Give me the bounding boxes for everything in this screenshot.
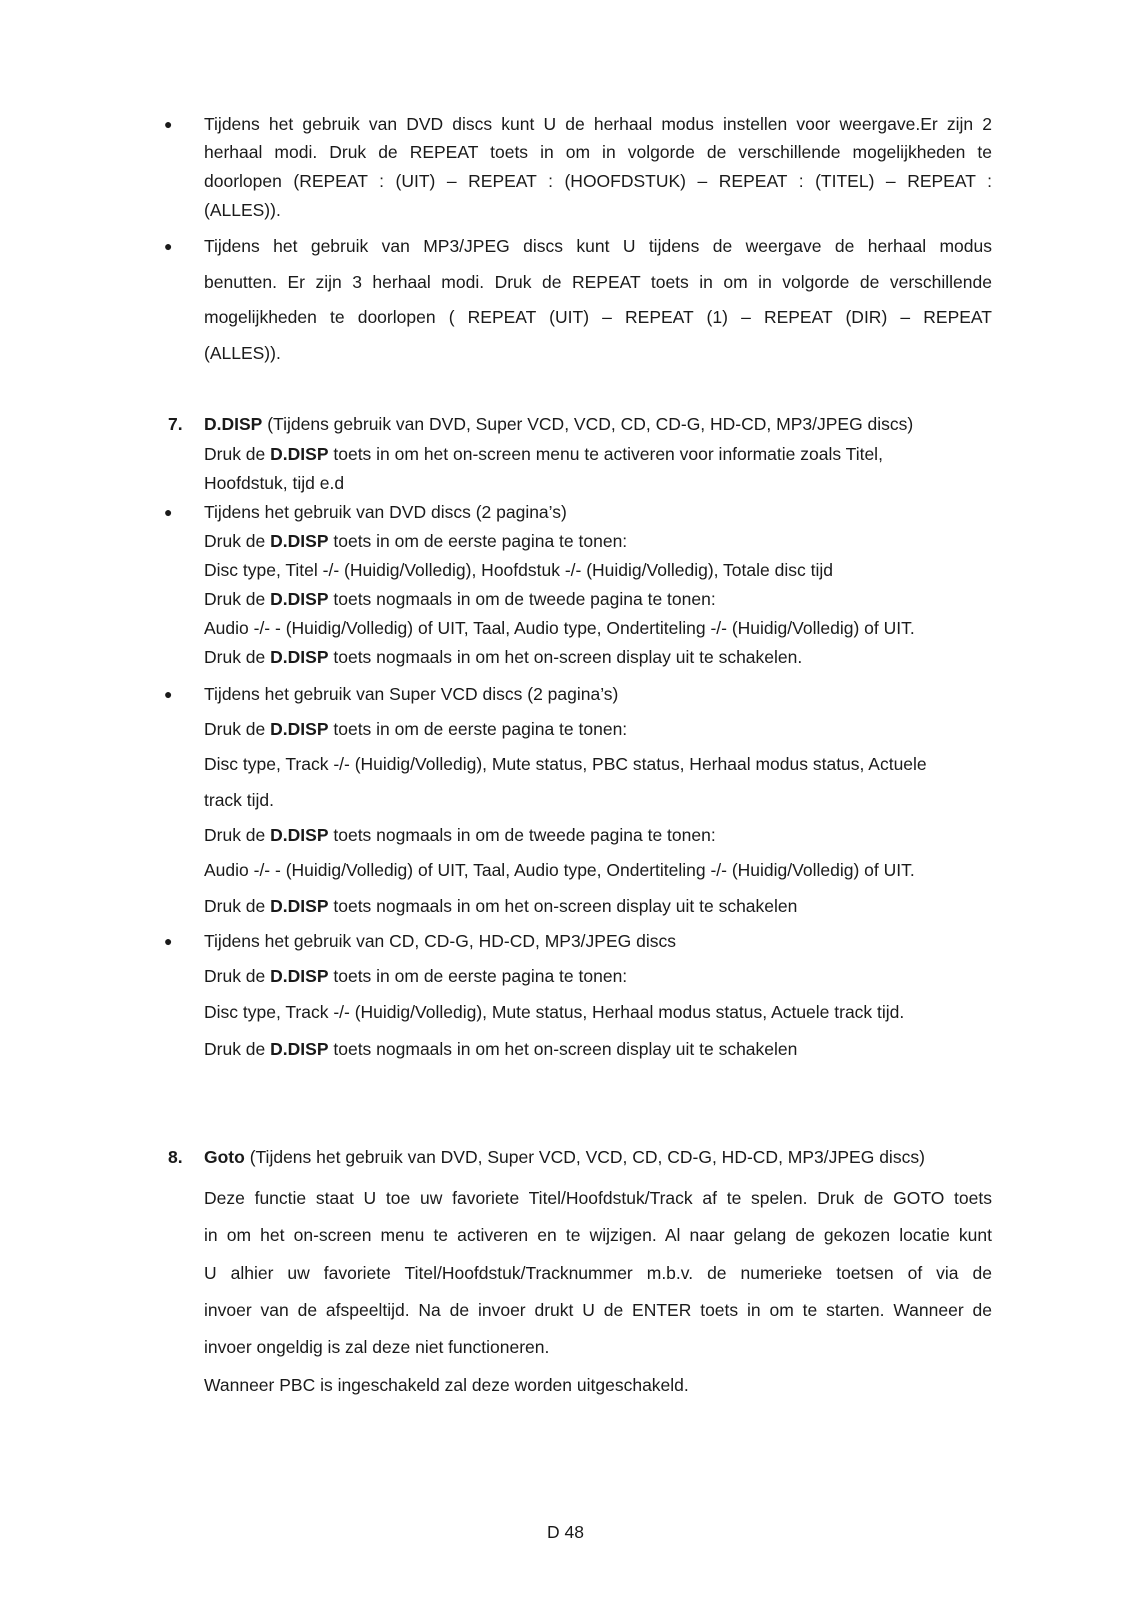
section-7-heading: D.DISP (Tijdens gebruik van DVD, Super VCD, VCD, CD, CD-G, HD-CD, MP3/JPEG discs) bbox=[204, 414, 914, 434]
repeat-mp3-line-2: benutten. Er zijn 3 herhaal modi. Druk de REPEAT toets in om in volgorde de verschillende bbox=[204, 272, 992, 292]
ddisp-key: D.DISP bbox=[270, 1039, 329, 1059]
dvd-bullet-title: Tijdens het gebruik van DVD discs (2 pagina’s) bbox=[204, 502, 567, 522]
repeat-dvd-line-3: doorlopen (REPEAT : (UIT) – REPEAT : (HOOFDSTUK) – REPEAT : (TITEL) – REPEAT : bbox=[204, 171, 992, 191]
svcd-bullet-title: Tijdens het gebruik van Super VCD discs (2 pagina’s) bbox=[204, 684, 619, 704]
ddisp-key: D.DISP bbox=[270, 589, 329, 609]
bullet-marker: ● bbox=[164, 933, 173, 949]
bullet-marker: ● bbox=[164, 686, 173, 702]
ddisp-key: D.DISP bbox=[270, 719, 329, 739]
dvd-line: Disc type, Titel -/- (Huidig/Volledig), Hoofdstuk -/- (Huidig/Volledig), Totale disc tijd bbox=[204, 560, 833, 580]
ddisp-key: D.DISP bbox=[270, 531, 329, 551]
dvd-line: Audio -/- - (Huidig/Volledig) of UIT, Taal, Audio type, Ondertiteling -/- (Huidig/Volledig) of UIT. bbox=[204, 618, 915, 638]
dvd-line: Druk de D.DISP toets in om de eerste pagina te tonen: bbox=[204, 531, 628, 551]
repeat-dvd-line-2: herhaal modi. Druk de REPEAT toets in om in volgorde de verschillende mogelijkheden te bbox=[204, 142, 992, 162]
cd-line: Druk de D.DISP toets in om de eerste pagina te tonen: bbox=[204, 966, 628, 986]
ddisp-key: D.DISP bbox=[270, 444, 329, 464]
section-7-number: 7. bbox=[168, 414, 183, 434]
ddisp-key: D.DISP bbox=[204, 414, 263, 434]
repeat-mp3-line-1: Tijdens het gebruik van MP3/JPEG discs kunt U tijdens de weergave de herhaal modus bbox=[204, 236, 992, 256]
svcd-line: Disc type, Track -/- (Huidig/Volledig), Mute status, PBC status, Herhaal modus status, Actuele bbox=[204, 754, 927, 774]
ddisp-key: D.DISP bbox=[270, 647, 329, 667]
svcd-line: Audio -/- - (Huidig/Volledig) of UIT, Taal, Audio type, Ondertiteling -/- (Huidig/Volledig) of UIT. bbox=[204, 860, 915, 880]
goto-key: Goto bbox=[204, 1147, 245, 1167]
dvd-line: Druk de D.DISP toets nogmaals in om de tweede pagina te tonen: bbox=[204, 589, 716, 609]
ddisp-key: D.DISP bbox=[270, 896, 329, 916]
bullet-marker: ● bbox=[164, 238, 173, 254]
ddisp-key: D.DISP bbox=[270, 825, 329, 845]
cd-bullet-title: Tijdens het gebruik van CD, CD-G, HD-CD, MP3/JPEG discs bbox=[204, 931, 676, 951]
goto-line: invoer ongeldig is zal deze niet functioneren. bbox=[204, 1337, 550, 1357]
svcd-line: Druk de D.DISP toets in om de eerste pagina te tonen: bbox=[204, 719, 628, 739]
cd-line: Disc type, Track -/- (Huidig/Volledig), Mute status, Herhaal modus status, Actuele track tijd. bbox=[204, 1002, 905, 1022]
repeat-dvd-line-1: Tijdens het gebruik van DVD discs kunt U de herhaal modus instellen voor weergave.Er zijn 2 bbox=[204, 114, 992, 134]
section-7-intro-2: Hoofdstuk, tijd e.d bbox=[204, 473, 345, 493]
section-7-intro: Druk de D.DISP toets in om het on-screen menu te activeren voor informatie zoals Titel, bbox=[204, 444, 883, 464]
dvd-line: Druk de D.DISP toets nogmaals in om het on-screen display uit te schakelen. bbox=[204, 647, 803, 667]
goto-line: Deze functie staat U toe uw favoriete Titel/Hoofdstuk/Track af te spelen. Druk de GOTO toets bbox=[204, 1188, 992, 1208]
repeat-mp3-line-4: (ALLES)). bbox=[204, 343, 281, 363]
goto-line: U alhier uw favoriete Titel/Hoofdstuk/Tracknummer m.b.v. de numerieke toetsen of via de bbox=[204, 1263, 992, 1283]
svcd-line: Druk de D.DISP toets nogmaals in om het on-screen display uit te schakelen bbox=[204, 896, 798, 916]
section-8-heading: Goto (Tijdens het gebruik van DVD, Super VCD, VCD, CD, CD-G, HD-CD, MP3/JPEG discs) bbox=[204, 1147, 925, 1167]
goto-line: invoer van de afspeeltijd. Na de invoer drukt U de ENTER toets in om te starten. Wanneer de bbox=[204, 1300, 992, 1320]
svcd-line: Druk de D.DISP toets nogmaals in om de tweede pagina te tonen: bbox=[204, 825, 716, 845]
bullet-marker: ● bbox=[164, 116, 173, 132]
bullet-marker: ● bbox=[164, 504, 173, 520]
repeat-dvd-line-4: (ALLES)). bbox=[204, 200, 281, 220]
repeat-mp3-line-3: mogelijkheden te doorlopen ( REPEAT (UIT) – REPEAT (1) – REPEAT (DIR) – REPEAT bbox=[204, 307, 992, 327]
goto-line: in om het on-screen menu te activeren en te wijzigen. Al naar gelang de gekozen locatie kunt bbox=[204, 1225, 992, 1245]
page-number: D 48 bbox=[547, 1522, 584, 1542]
goto-line: Wanneer PBC is ingeschakeld zal deze worden uitgeschakeld. bbox=[204, 1375, 689, 1395]
ddisp-key: D.DISP bbox=[270, 966, 329, 986]
svcd-line: track tijd. bbox=[204, 790, 275, 810]
cd-line: Druk de D.DISP toets nogmaals in om het on-screen display uit te schakelen bbox=[204, 1039, 798, 1059]
section-8-number: 8. bbox=[168, 1147, 183, 1167]
